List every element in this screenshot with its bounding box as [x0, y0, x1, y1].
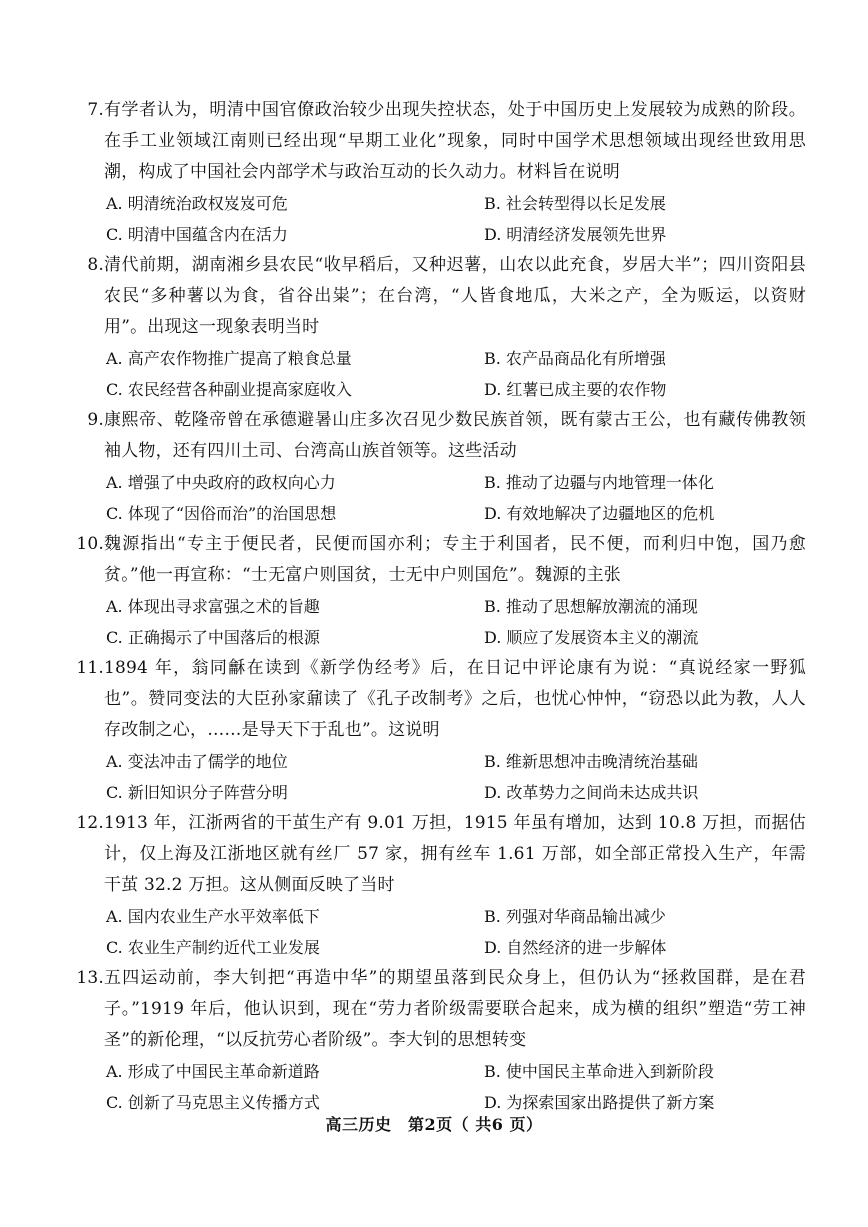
question-text: 五四运动前，李大钊把“再造中华”的期望虽落到民众身上，但仍认为“拯救国群，是在君子。”1919 年后，他认识到，现在“劳力者阶级需要联合起来，成为横的组织”塑造“劳工神圣”的新伦理，“以反抗劳心者阶级”。李大钊的思想转变 — [104, 968, 806, 1050]
question-10 — [76, 529, 806, 653]
option-list — [104, 188, 806, 250]
question-number: 9. — [87, 410, 104, 430]
question-text: 有学者认为，明清中国官僚政治较少出现失控状态，处于中国历史上发展较为成熟的阶段。在手工业领域江南则已经出现“早期工业化”现象，同时中国学术思想领域出现经世致用思潮，构成了中国社会内部学术与政治互动的长久动力。材料旨在说明 — [104, 100, 806, 182]
question-number: 8. — [87, 255, 104, 275]
question-7 — [87, 95, 806, 250]
option-a[interactable]: A. 增强了中央政府的政权向心力 — [106, 473, 336, 492]
option-a[interactable]: A. 形成了中国民主革命新道路 — [106, 1062, 320, 1081]
option-d[interactable]: D. 改革势力之间尚未达成共识 — [484, 783, 699, 802]
option-c[interactable]: C. 农业生产制约近代工业发展 — [106, 938, 320, 957]
question-stem — [87, 405, 806, 467]
question-stem — [76, 963, 806, 1056]
question-number: 13. — [76, 968, 104, 988]
option-d[interactable]: D. 为探索国家出路提供了新方案 — [484, 1093, 715, 1112]
option-b[interactable]: B. 社会转型得以长足发展 — [484, 194, 666, 213]
option-d[interactable]: D. 红薯已成主要的农作物 — [484, 380, 667, 399]
question-text: 1913 年，江浙两省的干茧生产有 9.01 万担，1915 年虽有增加，达到 10.8 万担，而据估计，仅上海及江浙地区就有丝厂 57 家，拥有丝车 1.61 万部，如全部正常投入生产，年需干茧 32.2 万担。这从侧面反映了当时 — [104, 813, 806, 895]
option-d[interactable]: D. 明清经济发展领先世界 — [484, 225, 667, 244]
option-c[interactable]: C. 创新了马克思主义传播方式 — [106, 1093, 320, 1112]
option-b[interactable]: B. 推动了边疆与内地管理一体化 — [484, 473, 714, 492]
option-b[interactable]: B. 维新思想冲击晚清统治基础 — [484, 752, 698, 771]
option-list — [104, 591, 806, 653]
question-text: 魏源指出“专主于便民者，民便而国亦利；专主于利国者，民不便，而利归中饱，国乃愈贫。”他一再宣称：“士无富户则国贫，士无中户则国危”。魏源的主张 — [104, 534, 806, 585]
option-a[interactable]: A. 体现出寻求富强之术的旨趣 — [106, 597, 320, 616]
question-number: 12. — [76, 813, 104, 833]
option-b[interactable]: B. 列强对华商品输出减少 — [484, 907, 666, 926]
option-c[interactable]: C. 正确揭示了中国落后的根源 — [106, 628, 320, 647]
question-11 — [76, 653, 806, 808]
option-d[interactable]: D. 自然经济的进一步解体 — [484, 938, 667, 957]
option-a[interactable]: A. 国内农业生产水平效率低下 — [106, 907, 320, 926]
option-a[interactable]: A. 变法冲击了儒学的地位 — [106, 752, 288, 771]
question-stem — [76, 808, 806, 901]
question-stem — [87, 250, 806, 343]
option-d[interactable]: D. 顺应了发展资本主义的潮流 — [484, 628, 699, 647]
option-c[interactable]: C. 体现了“因俗而治”的治国思想 — [106, 504, 337, 523]
option-b[interactable]: B. 使中国民主革命进入到新阶段 — [484, 1062, 714, 1081]
question-number: 7. — [87, 100, 104, 120]
question-stem — [76, 653, 806, 746]
option-b[interactable]: B. 推动了思想解放潮流的涌现 — [484, 597, 698, 616]
option-list — [104, 467, 806, 529]
question-text: 清代前期，湖南湘乡县农民“收早稻后，又种迟薯，山农以此充食，岁居大半”；四川资阳县农民“多种薯以为食，省谷出粜”；在台湾，“人皆食地瓜，大米之产，全为贩运，以资财用”。出现这一现象表明当时 — [104, 255, 806, 337]
question-9 — [87, 405, 806, 529]
option-list — [104, 343, 806, 405]
option-b[interactable]: B. 农产品商品化有所增强 — [484, 349, 666, 368]
option-c[interactable]: C. 农民经营各种副业提高家庭收入 — [106, 380, 352, 399]
option-d[interactable]: D. 有效地解决了边疆地区的危机 — [484, 504, 715, 523]
question-stem — [87, 95, 806, 188]
option-list — [104, 1056, 806, 1118]
option-list — [104, 901, 806, 963]
option-c[interactable]: C. 新旧知识分子阵营分明 — [106, 783, 288, 802]
question-13 — [76, 963, 806, 1118]
option-c[interactable]: C. 明清中国蕴含内在活力 — [106, 225, 288, 244]
question-stem — [76, 529, 806, 591]
option-a[interactable]: A. 高产农作物推广提高了粮食总量 — [106, 349, 352, 368]
question-text: 1894 年，翁同龢在读到《新学伪经考》后，在日记中评论康有为说：“真说经家一野狐也”。赞同变法的大臣孙家鼐读了《孔子改制考》之后，也忧心忡忡，“窃恐以此为教，人人存改制之心，……是导天下于乱也”。这说明 — [104, 658, 806, 740]
question-number: 10. — [76, 534, 104, 554]
option-a[interactable]: A. 明清统治政权岌岌可危 — [106, 194, 288, 213]
page-footer: 高三历史 第2页（ 共6 页） — [325, 1115, 543, 1134]
question-number: 11. — [76, 658, 104, 678]
option-list — [104, 746, 806, 808]
question-12 — [76, 808, 806, 963]
question-text: 康熙帝、乾隆帝曾在承德避暑山庄多次召见少数民族首领，既有蒙古王公，也有藏传佛教领袖人物，还有四川土司、台湾高山族首领等。这些活动 — [104, 410, 806, 461]
question-8 — [87, 250, 806, 405]
